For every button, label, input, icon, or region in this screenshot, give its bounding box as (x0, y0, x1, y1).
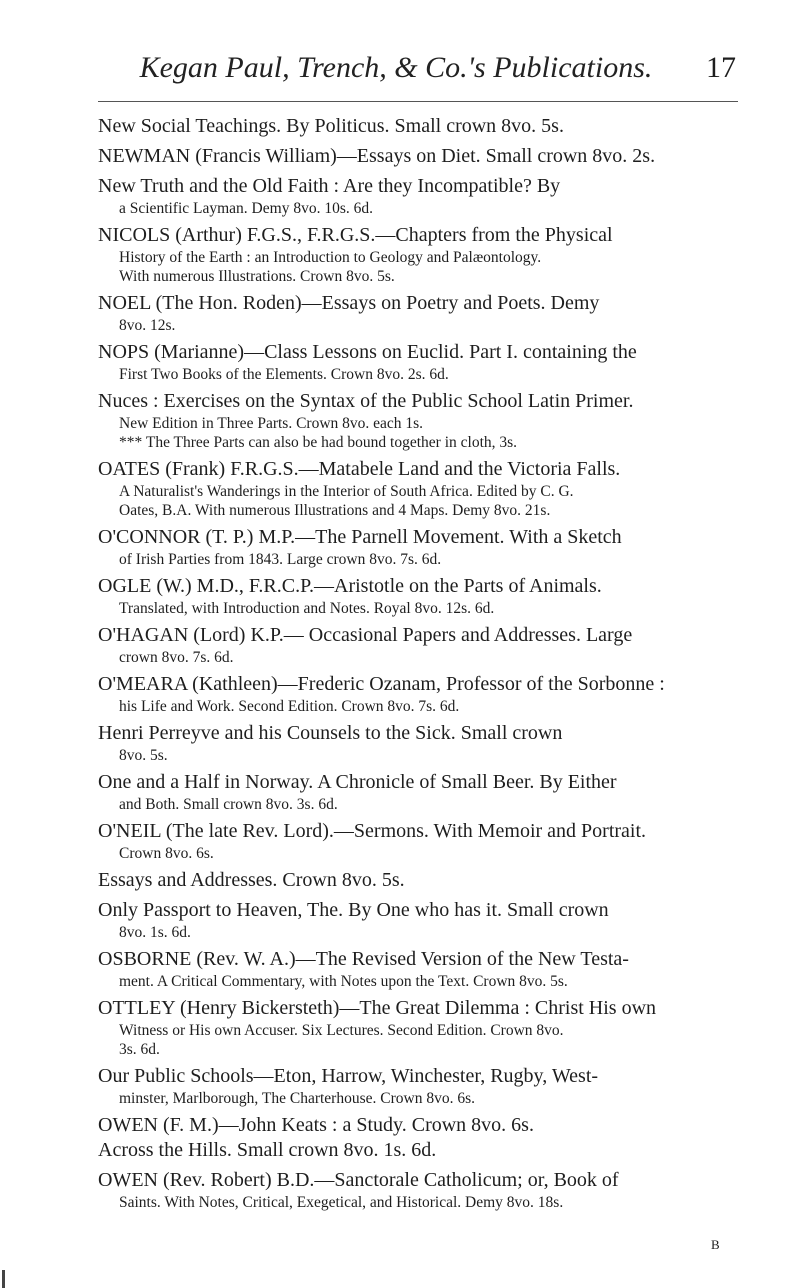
entry-main-line: Essays and Addresses. Crown 8vo. 5s. (98, 869, 405, 891)
entry-detail-line: History of the Earth : an Introduction to Geology and Palæontology. (119, 249, 542, 266)
catalogue-entry (98, 1113, 738, 1163)
entry-main-line: Across the Hills. Small crown 8vo. 1s. 6d. (98, 1139, 437, 1161)
entry-main-line: Only Passport to Heaven, The. By One who has it. Small crown (98, 899, 609, 921)
entry-detail-line: Witness or His own Accuser. Six Lectures. Second Edition. Crown 8vo. (119, 1022, 564, 1039)
entry-main-line: NEWMAN (Francis William)—Essays on Diet. Small crown 8vo. 2s. (98, 145, 656, 167)
catalogue-entry (98, 144, 738, 169)
entry-main-line: OWEN (Rev. Robert) B.D.—Sanctorale Catholicum; or, Book of (98, 1169, 619, 1191)
entry-detail-line: Translated, with Introduction and Notes. Royal 8vo. 12s. 6d. (119, 600, 495, 617)
catalogue-entry (98, 819, 738, 863)
entry-main-line: O'CONNOR (T. P.) M.P.—The Parnell Movement. With a Sketch (98, 526, 622, 548)
entry-detail-line: of Irish Parties from 1843. Large crown 8vo. 7s. 6d. (119, 551, 442, 568)
catalogue-entry (98, 340, 738, 384)
entry-main-line: New Truth and the Old Faith : Are they Incompatible? By (98, 175, 561, 197)
entry-main-line: OGLE (W.) M.D., F.R.C.P.—Aristotle on the Parts of Animals. (98, 575, 602, 597)
catalogue-entry (98, 291, 738, 335)
entry-main-line: OATES (Frank) F.R.G.S.—Matabele Land and the Victoria Falls. (98, 458, 621, 480)
entry-detail-line: First Two Books of the Elements. Crown 8vo. 2s. 6d. (119, 366, 449, 383)
running-title: Kegan Paul, Trench, & Co.'s Publications. (139, 51, 653, 84)
entry-detail-line: ment. A Critical Commentary, with Notes upon the Text. Crown 8vo. 5s. (119, 973, 568, 990)
entry-main-line: Our Public Schools—Eton, Harrow, Winchester, Rugby, West- (98, 1065, 599, 1087)
catalogue-entry (98, 174, 738, 218)
entry-detail-line: 8vo. 1s. 6d. (119, 924, 191, 941)
catalogue-entry (98, 770, 738, 814)
signature-mark: B (711, 1237, 720, 1252)
entry-detail-line: a Scientific Layman. Demy 8vo. 10s. 6d. (119, 200, 373, 217)
catalogue-entries (98, 114, 738, 1217)
catalogue-entry (98, 389, 738, 452)
edge-mark (2, 1270, 5, 1288)
page-number: 17 (706, 51, 736, 84)
catalogue-entry (98, 525, 738, 569)
catalogue-entry (98, 868, 738, 893)
entry-main-line: NOPS (Marianne)—Class Lessons on Euclid. Part I. containing the (98, 341, 637, 363)
entry-detail-line: minster, Marlborough, The Charterhouse. Crown 8vo. 6s. (119, 1090, 475, 1107)
entry-detail-line: his Life and Work. Second Edition. Crown 8vo. 7s. 6d. (119, 698, 460, 715)
entry-main-line: New Social Teachings. By Politicus. Small crown 8vo. 5s. (98, 115, 564, 137)
entry-detail-line: Oates, B.A. With numerous Illustrations and 4 Maps. Demy 8vo. 21s. (119, 502, 551, 519)
catalogue-entry (98, 947, 738, 991)
entry-main-line: OWEN (F. M.)—John Keats : a Study. Crown 8vo. 6s. (98, 1114, 534, 1136)
catalogue-entry (98, 114, 738, 139)
entry-detail-line: With numerous Illustrations. Crown 8vo. 5s. (119, 268, 395, 285)
catalogue-entry (98, 223, 738, 286)
entry-detail-line: 8vo. 5s. (119, 747, 168, 764)
entry-main-line: NOEL (The Hon. Roden)—Essays on Poetry and Poets. Demy (98, 292, 600, 314)
catalogue-entry (98, 721, 738, 765)
entry-detail-line: 8vo. 12s. (119, 317, 176, 334)
entry-main-line: NICOLS (Arthur) F.G.S., F.R.G.S.—Chapters from the Physical (98, 224, 613, 246)
entry-detail-line: New Edition in Three Parts. Crown 8vo. each 1s. (119, 415, 424, 432)
entry-main-line: O'NEIL (The late Rev. Lord).—Sermons. With Memoir and Portrait. (98, 820, 647, 842)
entry-main-line: OTTLEY (Henry Bickersteth)—The Great Dilemma : Christ His own (98, 997, 657, 1019)
catalogue-entry (98, 623, 738, 667)
catalogue-entry (98, 996, 738, 1059)
entry-main-line: Nuces : Exercises on the Syntax of the Public School Latin Primer. (98, 390, 634, 412)
running-header (96, 48, 736, 88)
entry-detail-line: Saints. With Notes, Critical, Exegetical, and Historical. Demy 8vo. 18s. (119, 1194, 564, 1211)
catalogue-entry (98, 672, 738, 716)
entry-detail-line: 3s. 6d. (119, 1041, 160, 1058)
entry-main-line: O'MEARA (Kathleen)—Frederic Ozanam, Professor of the Sorbonne : (98, 673, 665, 695)
entry-detail-line: A Naturalist's Wanderings in the Interior of South Africa. Edited by C. G. (119, 483, 574, 500)
entry-main-line: Henri Perreyve and his Counsels to the Sick. Small crown (98, 722, 563, 744)
entry-main-line: O'HAGAN (Lord) K.P.— Occasional Papers and Addresses. Large (98, 624, 633, 646)
catalogue-entry (98, 1064, 738, 1108)
catalogue-entry (98, 1168, 738, 1212)
entry-detail-line: *** The Three Parts can also be had bound together in cloth, 3s. (119, 434, 518, 451)
catalogue-entry (98, 898, 738, 942)
catalogue-entry (98, 574, 738, 618)
entry-main-line: One and a Half in Norway. A Chronicle of Small Beer. By Either (98, 771, 617, 793)
entry-detail-line: and Both. Small crown 8vo. 3s. 6d. (119, 796, 338, 813)
entry-detail-line: Crown 8vo. 6s. (119, 845, 214, 862)
entry-main-line: OSBORNE (Rev. W. A.)—The Revised Version of the New Testa- (98, 948, 629, 970)
catalogue-entry (98, 457, 738, 520)
header-rule (98, 101, 738, 102)
entry-detail-line: crown 8vo. 7s. 6d. (119, 649, 234, 666)
